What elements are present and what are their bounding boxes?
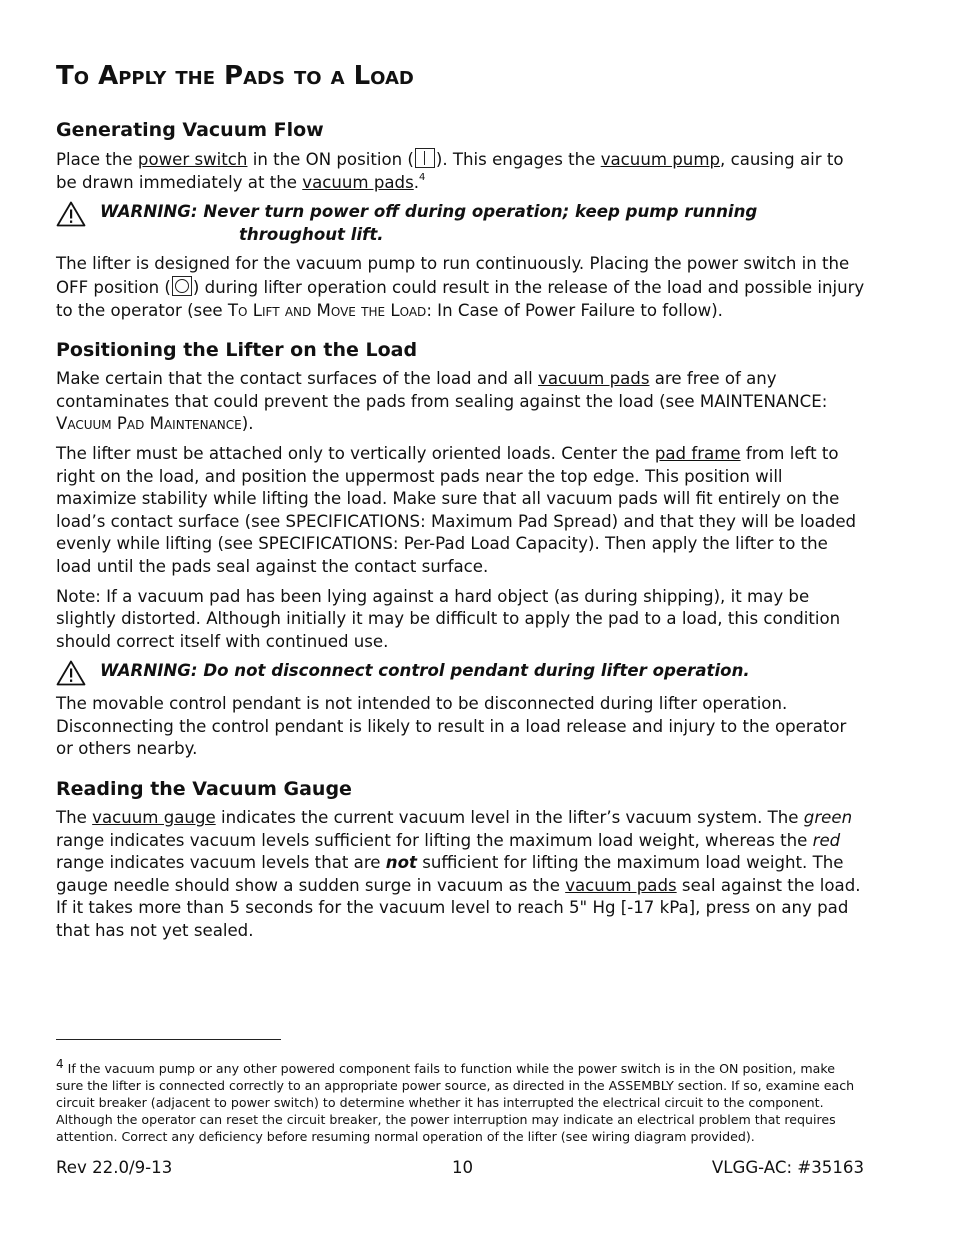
footer-doc-id: VLGG-AC: #35163 [711, 1158, 864, 1177]
footnote-mark: 4 [56, 1057, 64, 1071]
page-footer [56, 1157, 864, 1179]
footnote-divider [56, 1039, 281, 1040]
paragraph-positioning-2 [56, 443, 866, 579]
text: range indicates vacuum levels sufficient for lifting the maximum load weight, whereas the [56, 830, 813, 850]
text: : In Case of Power Failure to follow). [426, 300, 723, 320]
term-pad-frame: pad frame [654, 443, 741, 463]
emphasis-not: not [385, 853, 417, 873]
warning-pendant [56, 660, 866, 686]
paragraph-positioning-1 [56, 368, 866, 436]
text: ). This engages the [435, 150, 601, 169]
paragraph-positioning-note: Note: If a vacuum pad has been lying against a hard object (as during shipping), it may be slightly distorted. Although initially it may be difficult to apply the pad to a load, this condition should correct itself with continued use. [56, 586, 841, 651]
section-heading-gauge: Reading the Vacuum Gauge [56, 778, 352, 801]
section-heading-positioning: Positioning the Lifter on the Load [56, 339, 418, 362]
text: range indicates vacuum levels that are [56, 853, 386, 873]
text: ) during lifter operation could result in the release of the load and possible injury to the operator (see [56, 277, 865, 320]
text: The [56, 808, 93, 828]
term-vacuum-pads: vacuum pads [302, 172, 414, 192]
text: sufficient for lifting the maximum load weight. The gauge needle should show a sudden surge in vacuum as the [56, 853, 844, 895]
page-content [56, 58, 866, 950]
text: . [413, 172, 419, 192]
footer-page-number: 10 [452, 1158, 474, 1177]
text: seal against the load. If it takes more than 5 seconds for the vacuum level to reach 5" Hg [-17 kPa], press on any pad that has not yet sealed. [56, 875, 861, 941]
warning-line-1: WARNING: Never turn power off during operation; keep pump running [100, 202, 758, 222]
warning-power [56, 201, 866, 246]
cross-reference: Vacuum Pad Maintenance [56, 414, 242, 434]
warning-triangle-icon [56, 201, 86, 227]
text: from left to right on the load, and position the uppermost pads near the top edge. This position will maximize stability while lifting the load. Make sure that all vacuum pads will fit entirely on the load’s contact surface (see SPECIFICATIONS: Maximum Pad Spread) and that they will be loaded evenly while lifting (see SPECIFICATIONS: Per-Pad Load Capacity). Then apply the lifter to the load until the pads seal against the contact surface. [56, 443, 857, 576]
paragraph-gauge-1 [56, 807, 866, 943]
term-vacuum-pads: vacuum pads [538, 369, 650, 389]
power-off-symbol-icon [172, 276, 192, 296]
text: , causing air to be drawn immediately at the [56, 150, 844, 192]
warning-triangle-icon [56, 660, 86, 686]
text: The lifter is designed for the vacuum pump to run continuously. Placing the power switch in the OFF position ( [56, 254, 850, 297]
section-gauge [56, 777, 866, 943]
section-positioning [56, 338, 866, 761]
term-power-switch: power switch [137, 150, 248, 169]
footnote [56, 1056, 864, 1145]
term-green: green [803, 808, 853, 828]
text: Place the [56, 150, 138, 169]
paragraph-vacuum-flow-2 [56, 253, 866, 322]
term-vacuum-pads: vacuum pads [565, 875, 677, 895]
text: indicates the current vacuum level in the lifter’s vacuum system. The [215, 808, 804, 828]
text: in the ON position ( [247, 150, 414, 169]
text: ). [241, 414, 254, 434]
section-heading-vacuum-flow: Generating Vacuum Flow [56, 119, 324, 141]
warning-line-2: throughout lift. [239, 224, 384, 244]
footnote-text: If the vacuum pump or any other powered component fails to function while the power switch is in the ON position, make sure the lifter is connected correctly to an appropriate power source, as directed in the ASSEMBLY section. If so, examine each circuit breaker (adjacent to power switch) to determine whether it has interrupted the electrical circuit to the component. Although the operator can reset the circuit breaker, the power interruption may indicate an electrical problem that requires attention. Correct any deficiency before resuming normal operation of the lifter (see wiring diagram provided). [56, 1061, 855, 1145]
term-red: red [812, 830, 841, 850]
power-on-symbol-icon [415, 148, 435, 168]
term-vacuum-gauge: vacuum gauge [92, 808, 216, 828]
text: Make certain that the contact surfaces of the load and all [56, 369, 538, 389]
warning-text [100, 201, 757, 246]
footnote-ref: 4 [419, 171, 426, 183]
cross-reference: To Lift and Move the Load [227, 300, 427, 320]
paragraph-positioning-4: The movable control pendant is not intended to be disconnected during lifter operation. Disconnecting the control pendant is likely to result in a load release and injury to the operator or others nearby. [56, 694, 847, 759]
term-vacuum-pump: vacuum pump [600, 150, 721, 169]
text: are free of any contaminates that could prevent the pads from sealing against the load (see MAINTENANCE: [56, 369, 828, 411]
warning-text: WARNING: Do not disconnect control pendant during lifter operation. [100, 661, 750, 681]
page-title: To Apply the Pads to a Load [56, 61, 414, 91]
footer-revision: Rev 22.0/9-13 [56, 1158, 173, 1177]
paragraph-vacuum-flow-1 [56, 148, 866, 194]
text: The lifter must be attached only to vertically oriented loads. Center the [56, 443, 655, 463]
